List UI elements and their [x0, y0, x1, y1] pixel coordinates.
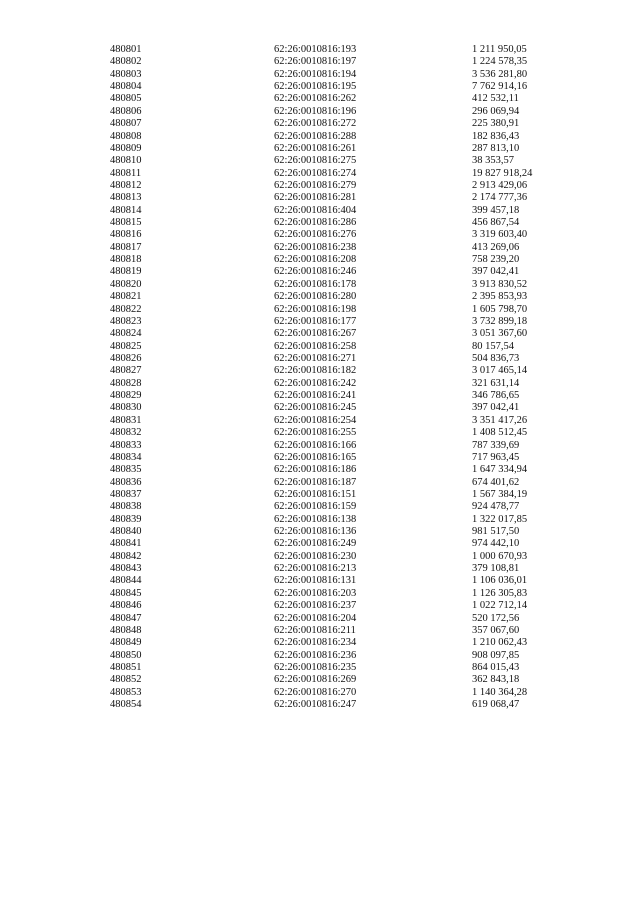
table-row: [0, 674, 640, 686]
cadastral-value: 19 827 918,24: [472, 167, 533, 179]
row-number: 480841: [110, 538, 142, 550]
row-number: 480835: [110, 464, 142, 476]
cadastral-number: 62:26:0010816:159: [274, 501, 357, 513]
cadastral-value: 1 567 384,19: [472, 488, 528, 500]
cadastral-number: 62:26:0010816:281: [274, 192, 357, 204]
table-row: [0, 687, 640, 699]
table-row: [0, 402, 640, 414]
row-number: 480827: [110, 365, 142, 377]
cadastral-number: 62:26:0010816:242: [274, 377, 357, 389]
row-number: 480820: [110, 278, 142, 290]
cadastral-number: 62:26:0010816:279: [274, 179, 357, 191]
row-number: 480828: [110, 377, 142, 389]
cadastral-value: 397 042,41: [472, 266, 520, 278]
cadastral-number: 62:26:0010816:276: [274, 229, 357, 241]
table-row: [0, 464, 640, 476]
table-row: [0, 452, 640, 464]
cadastral-value: 1 000 670,93: [472, 550, 528, 562]
cadastral-value: 3 351 417,26: [472, 414, 528, 426]
cadastral-value: 3 051 367,60: [472, 328, 528, 340]
cadastral-value: 520 172,56: [472, 612, 520, 624]
cadastral-number: 62:26:0010816:178: [274, 278, 357, 290]
cadastral-number: 62:26:0010816:255: [274, 427, 357, 439]
cadastral-number: 62:26:0010816:245: [274, 402, 357, 414]
cadastral-number: 62:26:0010816:213: [274, 563, 357, 575]
table-row: [0, 205, 640, 217]
row-number: 480842: [110, 550, 142, 562]
cadastral-number: 62:26:0010816:196: [274, 105, 357, 117]
row-number: 480818: [110, 254, 142, 266]
table-row: [0, 143, 640, 155]
table-row: [0, 341, 640, 353]
table-row: [0, 650, 640, 662]
cadastral-value-table: [0, 44, 640, 711]
table-row: [0, 390, 640, 402]
cadastral-value: 758 239,20: [472, 254, 520, 266]
row-number: 480816: [110, 229, 142, 241]
cadastral-value: 981 517,50: [472, 526, 520, 538]
table-row: [0, 551, 640, 563]
row-number: 480850: [110, 649, 142, 661]
row-number: 480809: [110, 142, 142, 154]
cadastral-number: 62:26:0010816:187: [274, 476, 357, 488]
cadastral-number: 62:26:0010816:262: [274, 93, 357, 105]
cadastral-value: 1 408 512,45: [472, 427, 528, 439]
row-number: 480839: [110, 513, 142, 525]
cadastral-number: 62:26:0010816:241: [274, 390, 357, 402]
row-number: 480815: [110, 217, 142, 229]
cadastral-number: 62:26:0010816:194: [274, 68, 357, 80]
cadastral-value: 1 322 017,85: [472, 513, 528, 525]
row-number: 480813: [110, 192, 142, 204]
cadastral-value: 182 836,43: [472, 130, 520, 142]
row-number: 480830: [110, 402, 142, 414]
table-row: [0, 526, 640, 538]
cadastral-value: 456 867,54: [472, 217, 520, 229]
table-row: [0, 229, 640, 241]
cadastral-value: 413 269,06: [472, 241, 520, 253]
cadastral-value: 379 108,81: [472, 563, 520, 575]
cadastral-value: 924 478,77: [472, 501, 520, 513]
table-row: [0, 477, 640, 489]
row-number: 480851: [110, 661, 142, 673]
table-row: [0, 699, 640, 711]
cadastral-value: 717 963,45: [472, 451, 520, 463]
cadastral-value: 1 224 578,35: [472, 56, 528, 68]
cadastral-value: 619 068,47: [472, 699, 520, 711]
cadastral-value: 362 843,18: [472, 674, 520, 686]
row-number: 480807: [110, 118, 142, 130]
table-row: [0, 93, 640, 105]
cadastral-value: 225 380,91: [472, 118, 520, 130]
table-row: [0, 365, 640, 377]
row-number: 480819: [110, 266, 142, 278]
row-number: 480832: [110, 427, 142, 439]
table-row: [0, 378, 640, 390]
cadastral-value: 908 097,85: [472, 649, 520, 661]
cadastral-number: 62:26:0010816:404: [274, 204, 357, 216]
cadastral-number: 62:26:0010816:269: [274, 674, 357, 686]
cadastral-value: 1 106 036,01: [472, 575, 528, 587]
row-number: 480837: [110, 488, 142, 500]
row-number: 480829: [110, 390, 142, 402]
row-number: 480805: [110, 93, 142, 105]
table-row: [0, 662, 640, 674]
cadastral-number: 62:26:0010816:267: [274, 328, 357, 340]
cadastral-number: 62:26:0010816:246: [274, 266, 357, 278]
table-row: [0, 69, 640, 81]
table-row: [0, 304, 640, 316]
table-row: [0, 279, 640, 291]
cadastral-number: 62:26:0010816:234: [274, 637, 357, 649]
table-row: [0, 106, 640, 118]
cadastral-number: 62:26:0010816:237: [274, 600, 357, 612]
cadastral-number: 62:26:0010816:195: [274, 81, 357, 93]
row-number: 480821: [110, 291, 142, 303]
cadastral-value: 7 762 914,16: [472, 81, 528, 93]
row-number: 480853: [110, 686, 142, 698]
row-number: 480824: [110, 328, 142, 340]
row-number: 480831: [110, 414, 142, 426]
row-number: 480849: [110, 637, 142, 649]
cadastral-number: 62:26:0010816:151: [274, 488, 357, 500]
table-row: [0, 192, 640, 204]
row-number: 480804: [110, 81, 142, 93]
cadastral-value: 397 042,41: [472, 402, 520, 414]
cadastral-value: 674 401,62: [472, 476, 520, 488]
cadastral-number: 62:26:0010816:280: [274, 291, 357, 303]
cadastral-value: 504 836,73: [472, 352, 520, 364]
table-row: [0, 316, 640, 328]
table-row: [0, 625, 640, 637]
table-row: [0, 575, 640, 587]
row-number: 480812: [110, 179, 142, 191]
cadastral-value: 412 532,11: [472, 93, 519, 105]
cadastral-number: 62:26:0010816:208: [274, 254, 357, 266]
cadastral-number: 62:26:0010816:177: [274, 315, 357, 327]
cadastral-number: 62:26:0010816:274: [274, 167, 357, 179]
row-number: 480845: [110, 587, 142, 599]
row-number: 480836: [110, 476, 142, 488]
table-row: [0, 180, 640, 192]
row-number: 480814: [110, 204, 142, 216]
cadastral-value: 1 022 712,14: [472, 600, 528, 612]
cadastral-value: 2 395 853,93: [472, 291, 528, 303]
table-row: [0, 427, 640, 439]
cadastral-number: 62:26:0010816:182: [274, 365, 357, 377]
cadastral-number: 62:26:0010816:186: [274, 464, 357, 476]
cadastral-value: 3 536 281,80: [472, 68, 528, 80]
cadastral-number: 62:26:0010816:203: [274, 587, 357, 599]
row-number: 480808: [110, 130, 142, 142]
table-row: [0, 489, 640, 501]
row-number: 480810: [110, 155, 142, 167]
row-number: 480848: [110, 624, 142, 636]
cadastral-number: 62:26:0010816:230: [274, 550, 357, 562]
table-row: [0, 168, 640, 180]
table-row: [0, 81, 640, 93]
cadastral-number: 62:26:0010816:138: [274, 513, 357, 525]
row-number: 480834: [110, 451, 142, 463]
row-number: 480833: [110, 439, 142, 451]
cadastral-value: 2 913 429,06: [472, 179, 528, 191]
cadastral-number: 62:26:0010816:288: [274, 130, 357, 142]
cadastral-number: 62:26:0010816:236: [274, 649, 357, 661]
cadastral-value: 3 319 603,40: [472, 229, 528, 241]
row-number: 480852: [110, 674, 142, 686]
table-row: [0, 291, 640, 303]
cadastral-value: 2 174 777,36: [472, 192, 528, 204]
cadastral-value: 3 017 465,14: [472, 365, 528, 377]
table-row: [0, 588, 640, 600]
table-row: [0, 501, 640, 513]
table-row: [0, 254, 640, 266]
table-row: [0, 328, 640, 340]
row-number: 480823: [110, 315, 142, 327]
cadastral-number: 62:26:0010816:286: [274, 217, 357, 229]
cadastral-number: 62:26:0010816:272: [274, 118, 357, 130]
row-number: 480843: [110, 563, 142, 575]
cadastral-value: 787 339,69: [472, 439, 520, 451]
cadastral-number: 62:26:0010816:271: [274, 352, 357, 364]
cadastral-value: 399 457,18: [472, 204, 520, 216]
cadastral-number: 62:26:0010816:136: [274, 526, 357, 538]
table-row: [0, 637, 640, 649]
cadastral-number: 62:26:0010816:131: [274, 575, 357, 587]
cadastral-value: 80 157,54: [472, 340, 514, 352]
table-row: [0, 613, 640, 625]
table-row: [0, 131, 640, 143]
row-number: 480803: [110, 68, 142, 80]
cadastral-value: 1 647 334,94: [472, 464, 528, 476]
row-number: 480847: [110, 612, 142, 624]
row-number: 480825: [110, 340, 142, 352]
cadastral-value: 3 913 830,52: [472, 278, 528, 290]
cadastral-value: 296 069,94: [472, 105, 520, 117]
cadastral-number: 62:26:0010816:275: [274, 155, 357, 167]
table-row: [0, 538, 640, 550]
cadastral-value: 38 353,57: [472, 155, 514, 167]
cadastral-value: 3 732 899,18: [472, 315, 528, 327]
cadastral-value: 1 210 062,43: [472, 637, 528, 649]
cadastral-value: 1 605 798,70: [472, 303, 528, 315]
row-number: 480838: [110, 501, 142, 513]
table-row: [0, 242, 640, 254]
table-row: [0, 514, 640, 526]
table-row: [0, 600, 640, 612]
table-row: [0, 415, 640, 427]
row-number: 480846: [110, 600, 142, 612]
table-row: [0, 44, 640, 56]
cadastral-value: 287 813,10: [472, 142, 520, 154]
cadastral-value: 1 126 305,83: [472, 587, 528, 599]
row-number: 480840: [110, 526, 142, 538]
table-row: [0, 118, 640, 130]
cadastral-number: 62:26:0010816:249: [274, 538, 357, 550]
cadastral-number: 62:26:0010816:261: [274, 142, 357, 154]
cadastral-value: 864 015,43: [472, 661, 520, 673]
row-number: 480801: [110, 44, 142, 55]
row-number: 480802: [110, 56, 142, 68]
table-row: [0, 217, 640, 229]
cadastral-number: 62:26:0010816:238: [274, 241, 357, 253]
cadastral-number: 62:26:0010816:197: [274, 56, 357, 68]
cadastral-value: 1 140 364,28: [472, 686, 528, 698]
table-row: [0, 266, 640, 278]
row-number: 480806: [110, 105, 142, 117]
row-number: 480822: [110, 303, 142, 315]
cadastral-number: 62:26:0010816:204: [274, 612, 357, 624]
cadastral-number: 62:26:0010816:193: [274, 44, 357, 55]
cadastral-number: 62:26:0010816:165: [274, 451, 357, 463]
cadastral-number: 62:26:0010816:198: [274, 303, 357, 315]
cadastral-value: 321 631,14: [472, 377, 520, 389]
table-row: [0, 440, 640, 452]
cadastral-number: 62:26:0010816:258: [274, 340, 357, 352]
row-number: 480811: [110, 167, 142, 179]
cadastral-value: 1 211 950,05: [472, 44, 527, 55]
table-row: [0, 353, 640, 365]
cadastral-number: 62:26:0010816:247: [274, 699, 357, 711]
row-number: 480826: [110, 352, 142, 364]
cadastral-number: 62:26:0010816:254: [274, 414, 357, 426]
cadastral-value: 974 442,10: [472, 538, 520, 550]
row-number: 480817: [110, 241, 142, 253]
cadastral-number: 62:26:0010816:270: [274, 686, 357, 698]
cadastral-number: 62:26:0010816:211: [274, 624, 356, 636]
cadastral-number: 62:26:0010816:235: [274, 661, 357, 673]
cadastral-number: 62:26:0010816:166: [274, 439, 357, 451]
cadastral-value: 346 786,65: [472, 390, 520, 402]
row-number: 480854: [110, 699, 142, 711]
table-row: [0, 155, 640, 167]
table-row: [0, 563, 640, 575]
cadastral-value: 357 067,60: [472, 624, 520, 636]
row-number: 480844: [110, 575, 142, 587]
table-row: [0, 56, 640, 68]
